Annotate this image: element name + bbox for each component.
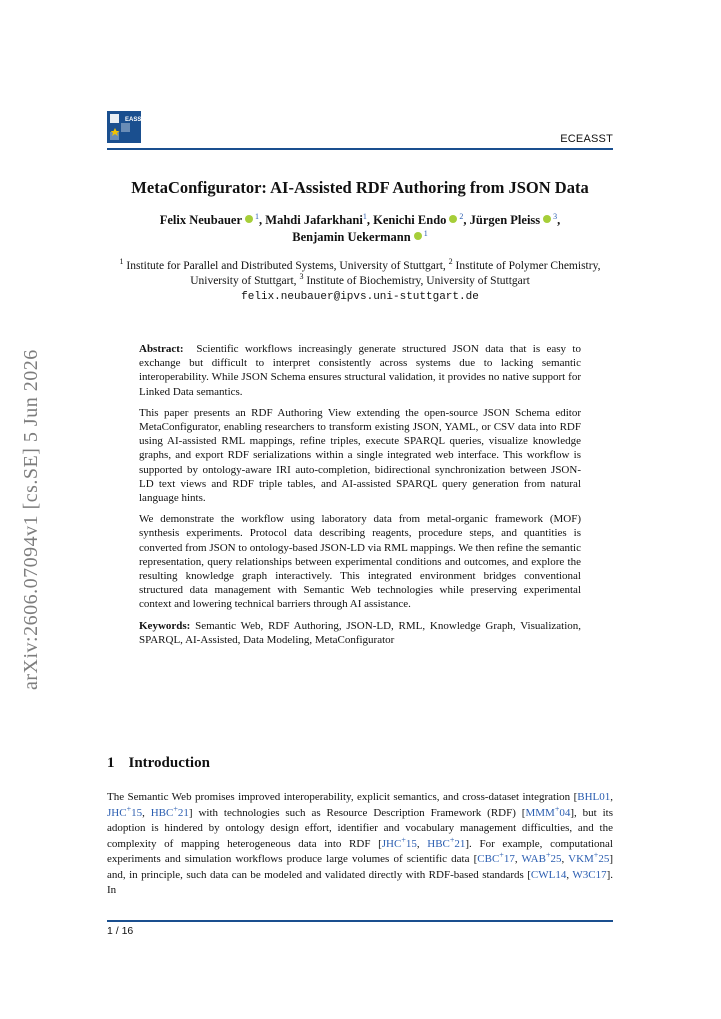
citation-link[interactable]: W3C17	[572, 868, 607, 881]
journal-name: ECEASST	[560, 133, 613, 145]
author-name: Mahdi Jafarkhani	[265, 213, 363, 227]
abstract-label: Abstract:	[139, 343, 184, 355]
citation-link[interactable]: HBC+21	[150, 803, 189, 819]
keywords-label: Keywords:	[139, 619, 191, 632]
citation-link[interactable]: VKM+25	[568, 850, 610, 865]
header-rule	[107, 148, 613, 150]
abstract-p1: Scientific workflows increasingly generate structured JSON data that is easy to exchange but difficult to interpret consistently across systems due to lacking semantic interoperability. While JSON Schema ensures structural validation, it provides no native support for Linked Data semantics.	[139, 343, 581, 398]
easst-logo	[107, 111, 146, 143]
citation-link[interactable]: JHC+15	[381, 834, 417, 850]
orcid-icon[interactable]	[414, 232, 422, 240]
citation-link[interactable]: WAB+25	[521, 850, 562, 865]
abstract	[139, 342, 581, 654]
citation-link[interactable]: MMM+04	[525, 803, 571, 819]
paper-title: MetaConfigurator: AI-Assisted RDF Authoring from JSON Data	[131, 178, 589, 197]
author-name: Jürgen Pleiss	[469, 213, 541, 227]
citation-link[interactable]: JHC+15	[107, 803, 143, 819]
intro-paragraph: The Semantic Web promises improved interoperability, explicit semantics, and cross-dataset integration [BHL01, JHC+15, HBC+21] with technologies such as Resource Description Framework (RDF) [MMM+04], but its adoption is hindered by ontology design effort, identifier and vocabulary management difficulties, and the complexity of mapping heterogeneous data into RDF [JHC+15, HBC+21]. For example, computational experiments and simulation workflows produce large volumes of scientific data [CBC+17, WAB+25, VKM+25] and, in principle, such data can be modeled and validated directly with RDF-based standards [CWL14, W3C17]. In	[107, 791, 613, 896]
citation-link[interactable]: HBC+21	[427, 834, 466, 850]
abstract-p3: We demonstrate the workflow using laboratory data from metal-organic framework (MOF) synthesis experiments. Protocol data describing reagents, procedure steps, and quantities is converted from JSON to ontology-based JSON-LD via RML mappings. We then refine the semantic representation, query relationships between experimental conditions and outcomes, and explore the resulting knowledge graph interactively. This integrated environment bridges conventional structured data management with Semantic Web technologies while preserving experimental context and lowering technical barriers through AI assistance.	[139, 513, 581, 611]
svg-text:EASST: EASST	[125, 117, 146, 123]
orcid-icon[interactable]	[245, 215, 253, 223]
author-name: Kenichi Endo	[373, 213, 447, 227]
author-name: Felix Neubauer	[159, 213, 243, 227]
citation-link[interactable]: CBC+17	[477, 850, 515, 865]
citation-link[interactable]: CWL14	[530, 868, 567, 881]
page-number: 1 / 16	[107, 925, 134, 937]
orcid-icon[interactable]	[449, 215, 457, 223]
abstract-p2: This paper presents an RDF Authoring View extending the open-source JSON Schema editor MetaConfigurator, enabling researchers to transform existing JSON, YAML, or CSV data into RDF using AI-assisted RML mappings, refine triples, execute SPARQL queries, visualize knowledge graphs, and export RDF serializations within a single integrated web interface. This workflow is supported by ontology-aware IRI auto-completion, bidirectional synchronization between JSON-LD text views and RDF triple tables, and AI-assisted SPARQL query generation from natural language hints.	[139, 406, 581, 505]
arxiv-stamp: arXiv:2606.07094v1 [cs.SE] 5 Jun 2026	[20, 349, 42, 690]
citation-link[interactable]: BHL01	[577, 791, 611, 803]
affiliations: $^1$ Institute for Parallel and Distributed Systems, University of Stuttgart, $^2$ Institute of Polymer Chemistry, University of Stuttgart, $^3$ Institute of Biochemistry, University of Stuttgart felix.neubauer@ipvs.uni-stuttgart.de	[119, 257, 601, 303]
keywords: Semantic Web, RDF Authoring, JSON-LD, RML, Knowledge Graph, Visualization, SPARQL, AI-Assisted, Data Modeling, MetaConfigurator	[139, 619, 581, 646]
orcid-icon[interactable]	[543, 215, 551, 223]
author-name: Benjamin Uekermann	[292, 230, 411, 244]
author-email[interactable]: felix.neubauer@ipvs.uni-stuttgart.de	[241, 291, 479, 303]
author-list: Felix Neubauer $^1$, Mahdi Jafarkhani$^1$, Kenichi Endo $^2$, Jürgen Pleiss $^3$, Benjamin Uekermann $^1$	[159, 211, 561, 244]
footer-rule	[107, 920, 613, 922]
section-heading: 1 Introduction	[107, 755, 210, 771]
